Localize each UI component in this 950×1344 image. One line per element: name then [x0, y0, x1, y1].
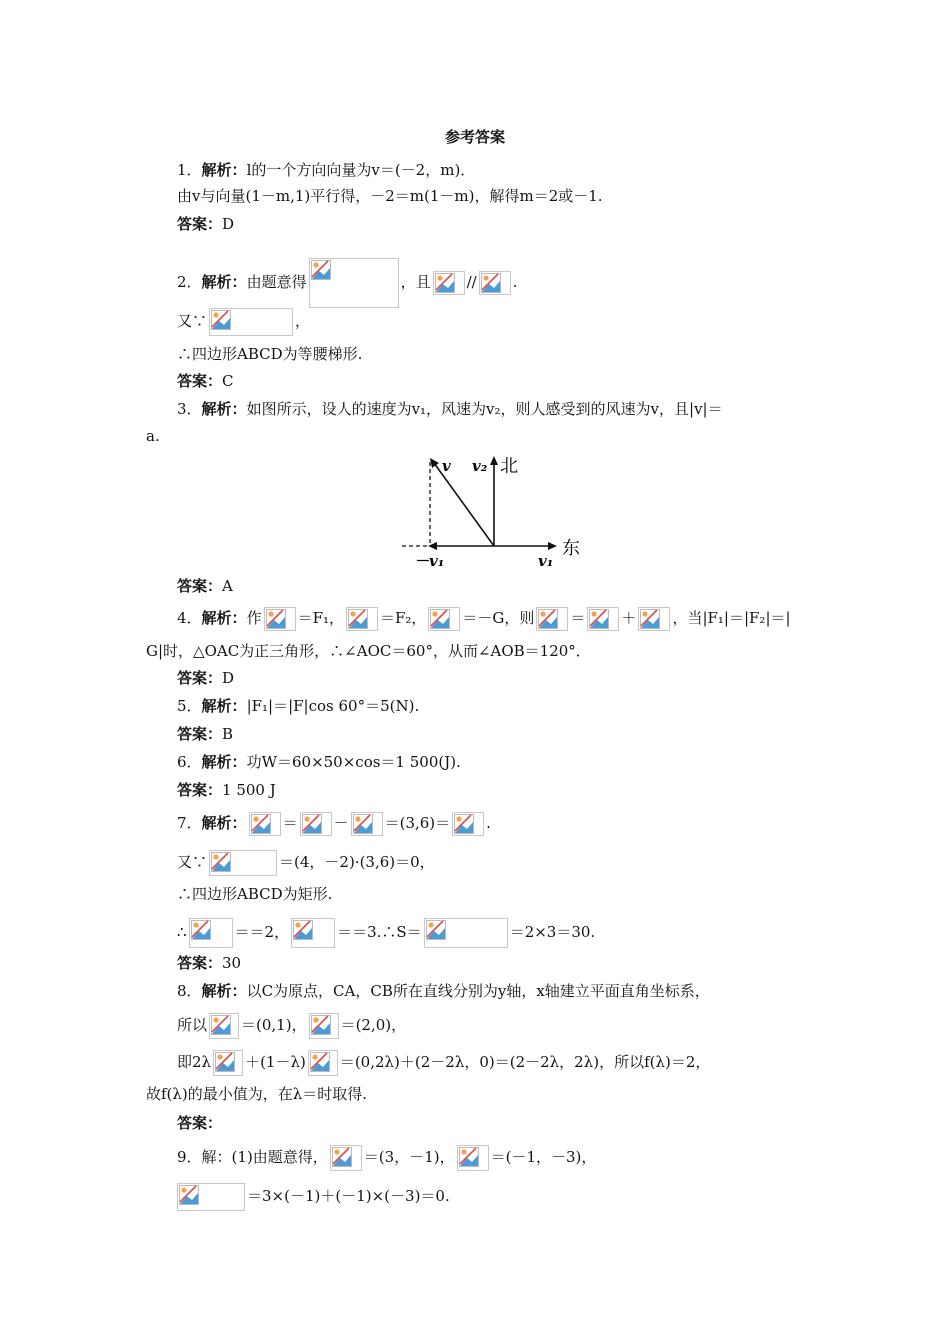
- q7-eq: ＝: [282, 814, 298, 832]
- v-arrow: [434, 463, 494, 546]
- q6-text: 功W＝60×50×cos＝1 500(J).: [246, 753, 461, 771]
- q9-vec1: ＝(3，－1)，: [363, 1148, 455, 1166]
- broken-image-icon: [479, 271, 511, 295]
- q1-answer: D: [222, 215, 235, 233]
- q5-answer-line: [177, 724, 233, 744]
- q7-area-line: [177, 918, 595, 948]
- q7-len2: ＝＝3.∴S＝: [337, 923, 422, 941]
- q4-number: 4．: [177, 609, 202, 627]
- q3-text: 如图所示，设人的速度为v₁，风速为v₂，则人感受到的风速为v，且|v|＝: [246, 400, 723, 418]
- q9-line2: [177, 1183, 450, 1211]
- q4-text-line2: G|时，△OAC为正三角形，∴∠AOC＝60°，从而∠AOB＝120°．: [146, 642, 591, 660]
- q6-analysis-line: [177, 752, 461, 772]
- broken-image-icon: [177, 1183, 245, 1211]
- q8-answer-line: [177, 1113, 222, 1133]
- q8-number: 8．: [177, 982, 202, 1000]
- q7-analysis-line: [177, 812, 491, 836]
- q2-conclusion: ∴四边形ABCD为等腰梯形.: [177, 345, 363, 363]
- q9-vec2: ＝(－1，－3)，: [490, 1148, 597, 1166]
- q2-answer: C: [222, 372, 234, 390]
- q4-text-g: ，当|F₁|＝|F₂|＝|: [672, 609, 791, 627]
- broken-image-icon: [249, 812, 281, 836]
- q8-analysis-line: [177, 981, 710, 1001]
- q8-ie: 即2λ: [177, 1053, 212, 1071]
- q1-text: l的一个方向向量为v＝(－2，m)．: [246, 161, 476, 179]
- q8-so: 所以: [177, 1016, 208, 1034]
- q7-answer-line: [177, 953, 241, 973]
- q6-answer: 1 500 J: [222, 781, 276, 799]
- broken-image-icon: [308, 1050, 338, 1076]
- q7-therefore: ∴: [177, 923, 187, 941]
- q3-answer: A: [222, 577, 233, 595]
- broken-image-icon: [346, 607, 378, 631]
- q6-number: 6．: [177, 753, 202, 771]
- q2-because: 又∵: [177, 312, 208, 330]
- q4-answer: D: [222, 669, 235, 687]
- q1-analysis-label: 解析：: [201, 161, 247, 179]
- q7-len1: ＝＝2，: [234, 923, 290, 941]
- q4-answer-label: 答案：: [177, 669, 223, 687]
- q1-answer-line: [177, 214, 234, 234]
- q4-text-c: ＝F₂，: [380, 609, 427, 627]
- q1-answer-label: 答案：: [177, 215, 223, 233]
- q1-text-line2: 由v与向量(1－m,1)平行得，－2＝m(1－m)，解得m＝2或－1.: [177, 187, 603, 205]
- q4-text-f: ＋: [621, 609, 637, 627]
- broken-image-icon: [309, 258, 399, 308]
- q2-parallel: //: [466, 273, 477, 291]
- q2-analysis-label: 解析：: [201, 273, 247, 291]
- broken-image-icon: [452, 812, 484, 836]
- page-title: 参考答案: [444, 128, 505, 146]
- q4-analysis-line: [177, 607, 791, 631]
- q6-answer-label: 答案：: [177, 781, 223, 799]
- q6-answer-line: [177, 780, 276, 800]
- label-v2: v₂: [472, 457, 488, 475]
- q8-text: 以C为原点，CA，CB所在直线分别为y轴，x轴建立平面直角坐标系，: [246, 982, 710, 1000]
- label-v: v: [442, 457, 451, 475]
- q1-number: 1．: [177, 161, 202, 179]
- label-v1: v₁: [538, 552, 554, 570]
- q5-text: |F₁|＝|F|cos 60°＝5(N).: [246, 697, 420, 715]
- broken-image-icon: [209, 1013, 239, 1039]
- broken-image-icon: [189, 918, 233, 948]
- q7-because: 又∵: [177, 853, 208, 871]
- q7-analysis-label: 解析：: [201, 814, 247, 832]
- label-east: 东: [562, 538, 580, 559]
- broken-image-icon: [536, 607, 568, 631]
- broken-image-icon: [300, 812, 332, 836]
- label-neg-v1: －v₁: [414, 552, 445, 570]
- q3-analysis-label: 解析：: [201, 400, 247, 418]
- q5-answer-label: 答案：: [177, 725, 223, 743]
- label-north: 北: [500, 456, 518, 477]
- q9-intro: 9．解：(1)由题意得，: [177, 1148, 328, 1166]
- q8-analysis-label: 解析：: [201, 982, 247, 1000]
- broken-image-icon: [638, 607, 670, 631]
- q4-analysis-label: 解析：: [201, 609, 247, 627]
- broken-image-icon: [213, 1050, 243, 1076]
- broken-image-icon: [209, 850, 277, 876]
- velocity-diagram: [390, 452, 590, 576]
- q2-period: .: [512, 273, 518, 291]
- q2-number: 2．: [177, 273, 202, 291]
- q7-number: 7．: [177, 814, 202, 832]
- q7-answer: 30: [222, 954, 242, 972]
- q2-comma: ，: [295, 312, 311, 330]
- q2-text-a: 由题意得: [246, 273, 307, 291]
- q6-analysis-label: 解析：: [201, 753, 247, 771]
- broken-image-icon: [351, 812, 383, 836]
- q5-analysis-label: 解析：: [201, 697, 247, 715]
- q8-line4: 故f(λ)的最小值为，在λ＝时取得.: [146, 1085, 368, 1103]
- q2-answer-label: 答案：: [177, 372, 223, 390]
- q8-vec2: ＝(2,0)，: [340, 1016, 407, 1034]
- q2-answer-line: [177, 371, 234, 391]
- broken-image-icon: [291, 918, 335, 948]
- q5-analysis-line: [177, 696, 419, 716]
- q7-line2: [177, 850, 435, 876]
- q7-dot-product: ＝(4，－2)·(3,6)＝0，: [279, 853, 435, 871]
- q2-text-b: ，且: [400, 273, 431, 291]
- q4-text-b: ＝F₁，: [297, 609, 344, 627]
- broken-image-icon: [457, 1145, 489, 1171]
- q8-line2: [177, 1013, 406, 1039]
- q9-dot-product: ＝3×(－1)＋(－1)×(－3)＝0.: [247, 1187, 450, 1205]
- q5-answer: B: [222, 725, 234, 743]
- q8-plus: ＋(1－λ): [245, 1053, 306, 1071]
- broken-image-icon: [428, 607, 460, 631]
- broken-image-icon: [264, 607, 296, 631]
- q3-text-line2: a.: [146, 427, 160, 445]
- q2-line2: [177, 308, 310, 336]
- q4-text-e: ＝: [570, 609, 586, 627]
- broken-image-icon: [309, 1013, 339, 1039]
- q7-area: ＝2×3＝30.: [509, 923, 596, 941]
- q9-line1: [177, 1145, 596, 1171]
- q8-combination: ＝(0,2λ)＋(2－2λ，0)＝(2－2λ，2λ)，所以f(λ)＝2，: [339, 1053, 711, 1071]
- broken-image-icon: [424, 918, 508, 948]
- q4-answer-line: [177, 668, 234, 688]
- q3-analysis-line: [177, 399, 723, 419]
- q7-answer-label: 答案：: [177, 954, 223, 972]
- q1-analysis-line: [177, 160, 475, 180]
- q2-analysis-line: [177, 258, 517, 308]
- broken-image-icon: [587, 607, 619, 631]
- broken-image-icon: [433, 271, 465, 295]
- q8-answer-label: 答案：: [177, 1114, 223, 1132]
- q8-line3: [177, 1050, 710, 1076]
- q3-number: 3．: [177, 400, 202, 418]
- q7-minus: －: [333, 814, 349, 832]
- q7-result: ＝(3,6)＝: [384, 814, 451, 832]
- q3-answer-label: 答案：: [177, 577, 223, 595]
- q7-conclusion: ∴四边形ABCD为矩形.: [177, 885, 333, 903]
- q4-text-a: 作: [246, 609, 262, 627]
- q3-answer-line: [177, 576, 233, 596]
- q4-text-d: ＝－G，则: [462, 609, 535, 627]
- broken-image-icon: [330, 1145, 362, 1171]
- q8-vec1: ＝(0,1)，: [241, 1016, 307, 1034]
- q5-number: 5．: [177, 697, 202, 715]
- broken-image-icon: [209, 308, 293, 336]
- q7-period: .: [486, 814, 491, 832]
